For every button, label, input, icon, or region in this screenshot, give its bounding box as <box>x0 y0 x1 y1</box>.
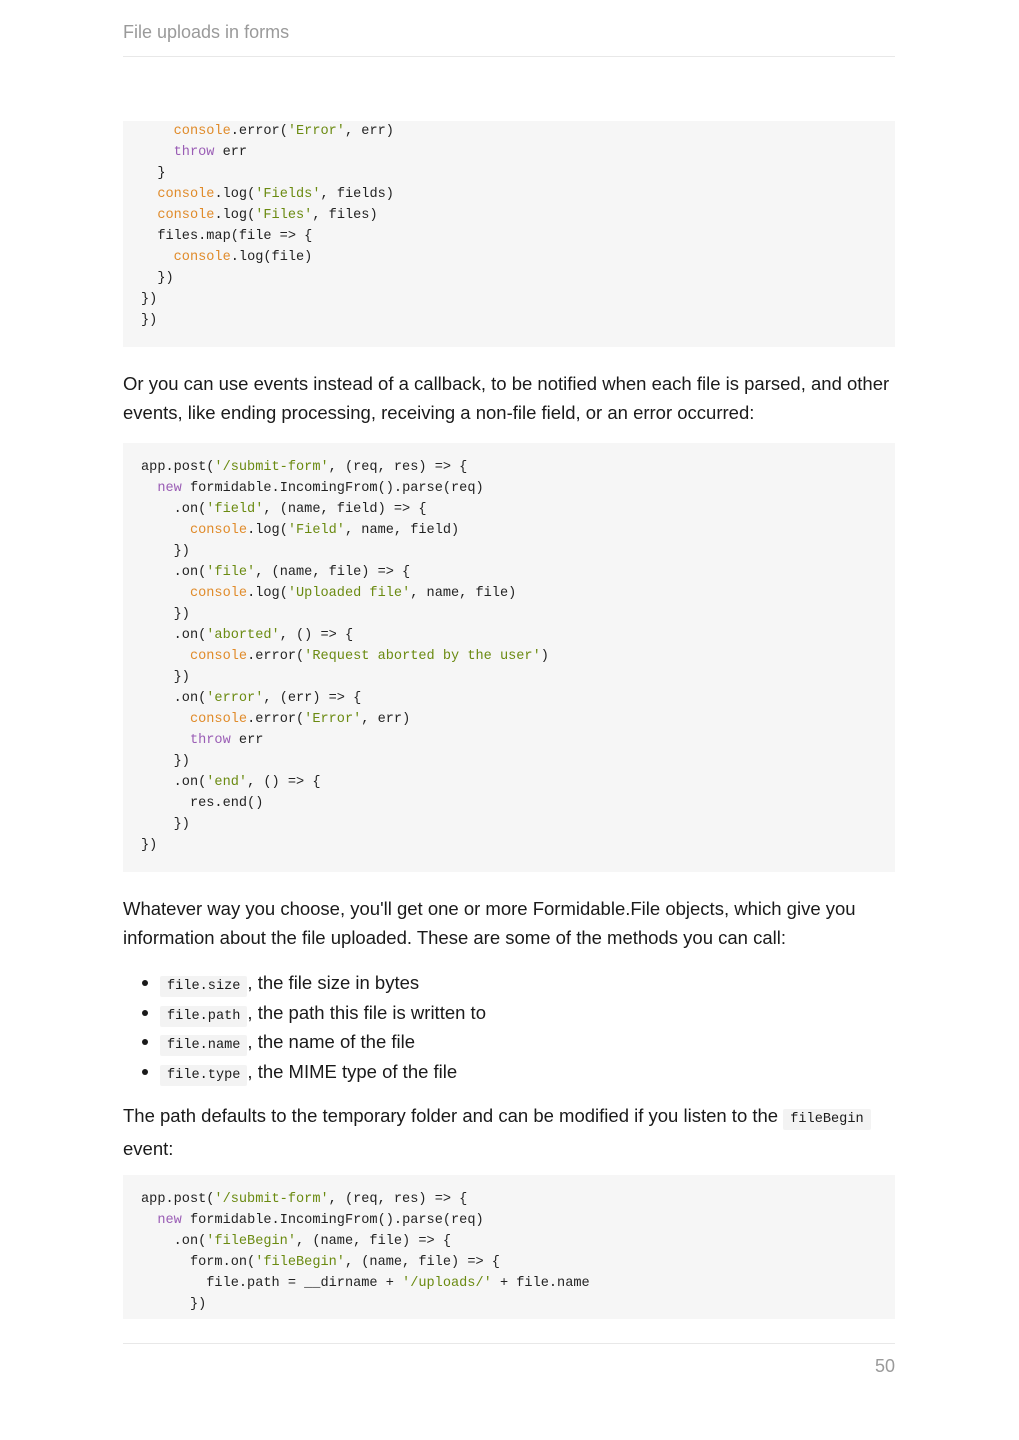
list-item <box>123 1027 895 1057</box>
code-line: new formidable.IncomingFrom().parse(req) <box>157 1213 484 1228</box>
code-line: app.post('/submit-form', (req, res) => { <box>141 1192 468 1207</box>
list-item-text: , the path this file is written to <box>247 1001 486 1023</box>
code-line: .on('field', (name, field) => { <box>141 502 427 517</box>
paragraph-events: Or you can use events instead of a callback, to be notified when each file is parsed, and other events, like ending processing, receiving a non-file field, or an error occurred: <box>123 373 890 423</box>
bullet-icon <box>142 1039 148 1045</box>
code-line: } <box>141 166 166 181</box>
code-line: }) <box>141 817 190 832</box>
code-line: app.post('/submit-form', (req, res) => { <box>141 460 468 475</box>
code-line: console.error('Error', err) <box>173 124 394 139</box>
code-line: new formidable.IncomingFrom().parse(req) <box>157 481 484 496</box>
code-line: }) <box>141 544 190 559</box>
code-line: console.log(file) <box>173 250 313 265</box>
list-item <box>123 968 895 998</box>
code-line: }) <box>141 292 158 307</box>
code-line: }) <box>141 607 190 622</box>
bullet-icon <box>142 1069 148 1075</box>
code-line: }) <box>141 754 190 769</box>
chapter-title: File uploads in forms <box>123 22 290 42</box>
code-line: form.on('fileBegin', (name, file) => { <box>141 1255 500 1270</box>
list-item <box>123 998 895 1028</box>
methods-list <box>123 968 895 1086</box>
code-block-filebegin <box>123 1175 895 1319</box>
code-line: file.path = __dirname + '/uploads/' + file.name <box>141 1276 590 1291</box>
code-line: }) <box>141 271 174 286</box>
code-line: console.log('Uploaded file', name, file) <box>189 586 517 601</box>
code-line: }) <box>141 1297 207 1312</box>
list-item-text: , the file size in bytes <box>247 972 420 993</box>
code-line: .on('file', (name, file) => { <box>141 565 411 580</box>
inline-code: file.type <box>160 1065 247 1086</box>
code-line: console.error('Error', err) <box>189 712 411 727</box>
code-line: }) <box>141 838 158 853</box>
code-line: throw err <box>173 145 248 160</box>
paragraph-path <box>123 1101 895 1163</box>
inline-code: fileBegin <box>783 1109 870 1130</box>
code-line: files.map(file => { <box>141 229 313 244</box>
paragraph-file-objects: Whatever way you choose, you'll get one or more Formidable.File objects, which give you information about the file uploaded. These are some of the methods you can call: <box>123 898 856 948</box>
bullet-icon <box>142 980 148 986</box>
code-line: throw err <box>189 733 264 748</box>
code-line: .on('fileBegin', (name, file) => { <box>141 1234 451 1249</box>
inline-code: file.path <box>160 1006 247 1027</box>
list-item-text: , the MIME type of the file <box>247 1060 458 1082</box>
list-item <box>123 1057 895 1087</box>
code-block-callback <box>123 121 895 347</box>
code-line: .on('aborted', () => { <box>141 628 354 643</box>
page-number: 50 <box>874 1356 895 1376</box>
bullet-icon <box>142 1010 148 1016</box>
code-line: }) <box>141 670 190 685</box>
code-line: .on('error', (err) => { <box>141 691 362 706</box>
code-line: .on('end', () => { <box>141 775 321 790</box>
paragraph-path-text-end: event: <box>123 1138 174 1159</box>
code-line: console.log('Field', name, field) <box>189 523 460 538</box>
page-header <box>123 22 895 57</box>
code-line: console.log('Files', files) <box>157 208 378 223</box>
inline-code: file.size <box>160 976 247 997</box>
paragraph-path-text: The path defaults to the temporary folder and can be modified if you listen to the <box>123 1105 784 1126</box>
code-line: res.end() <box>141 796 264 811</box>
code-line: console.error('Request aborted by the user') <box>189 649 549 664</box>
code-line: }) <box>141 313 158 328</box>
code-line: console.log('Fields', fields) <box>157 187 394 202</box>
inline-code: file.name <box>160 1035 247 1056</box>
page-footer <box>123 1343 895 1377</box>
list-item-text: , the name of the file <box>247 1031 416 1052</box>
code-block-events <box>123 443 895 872</box>
